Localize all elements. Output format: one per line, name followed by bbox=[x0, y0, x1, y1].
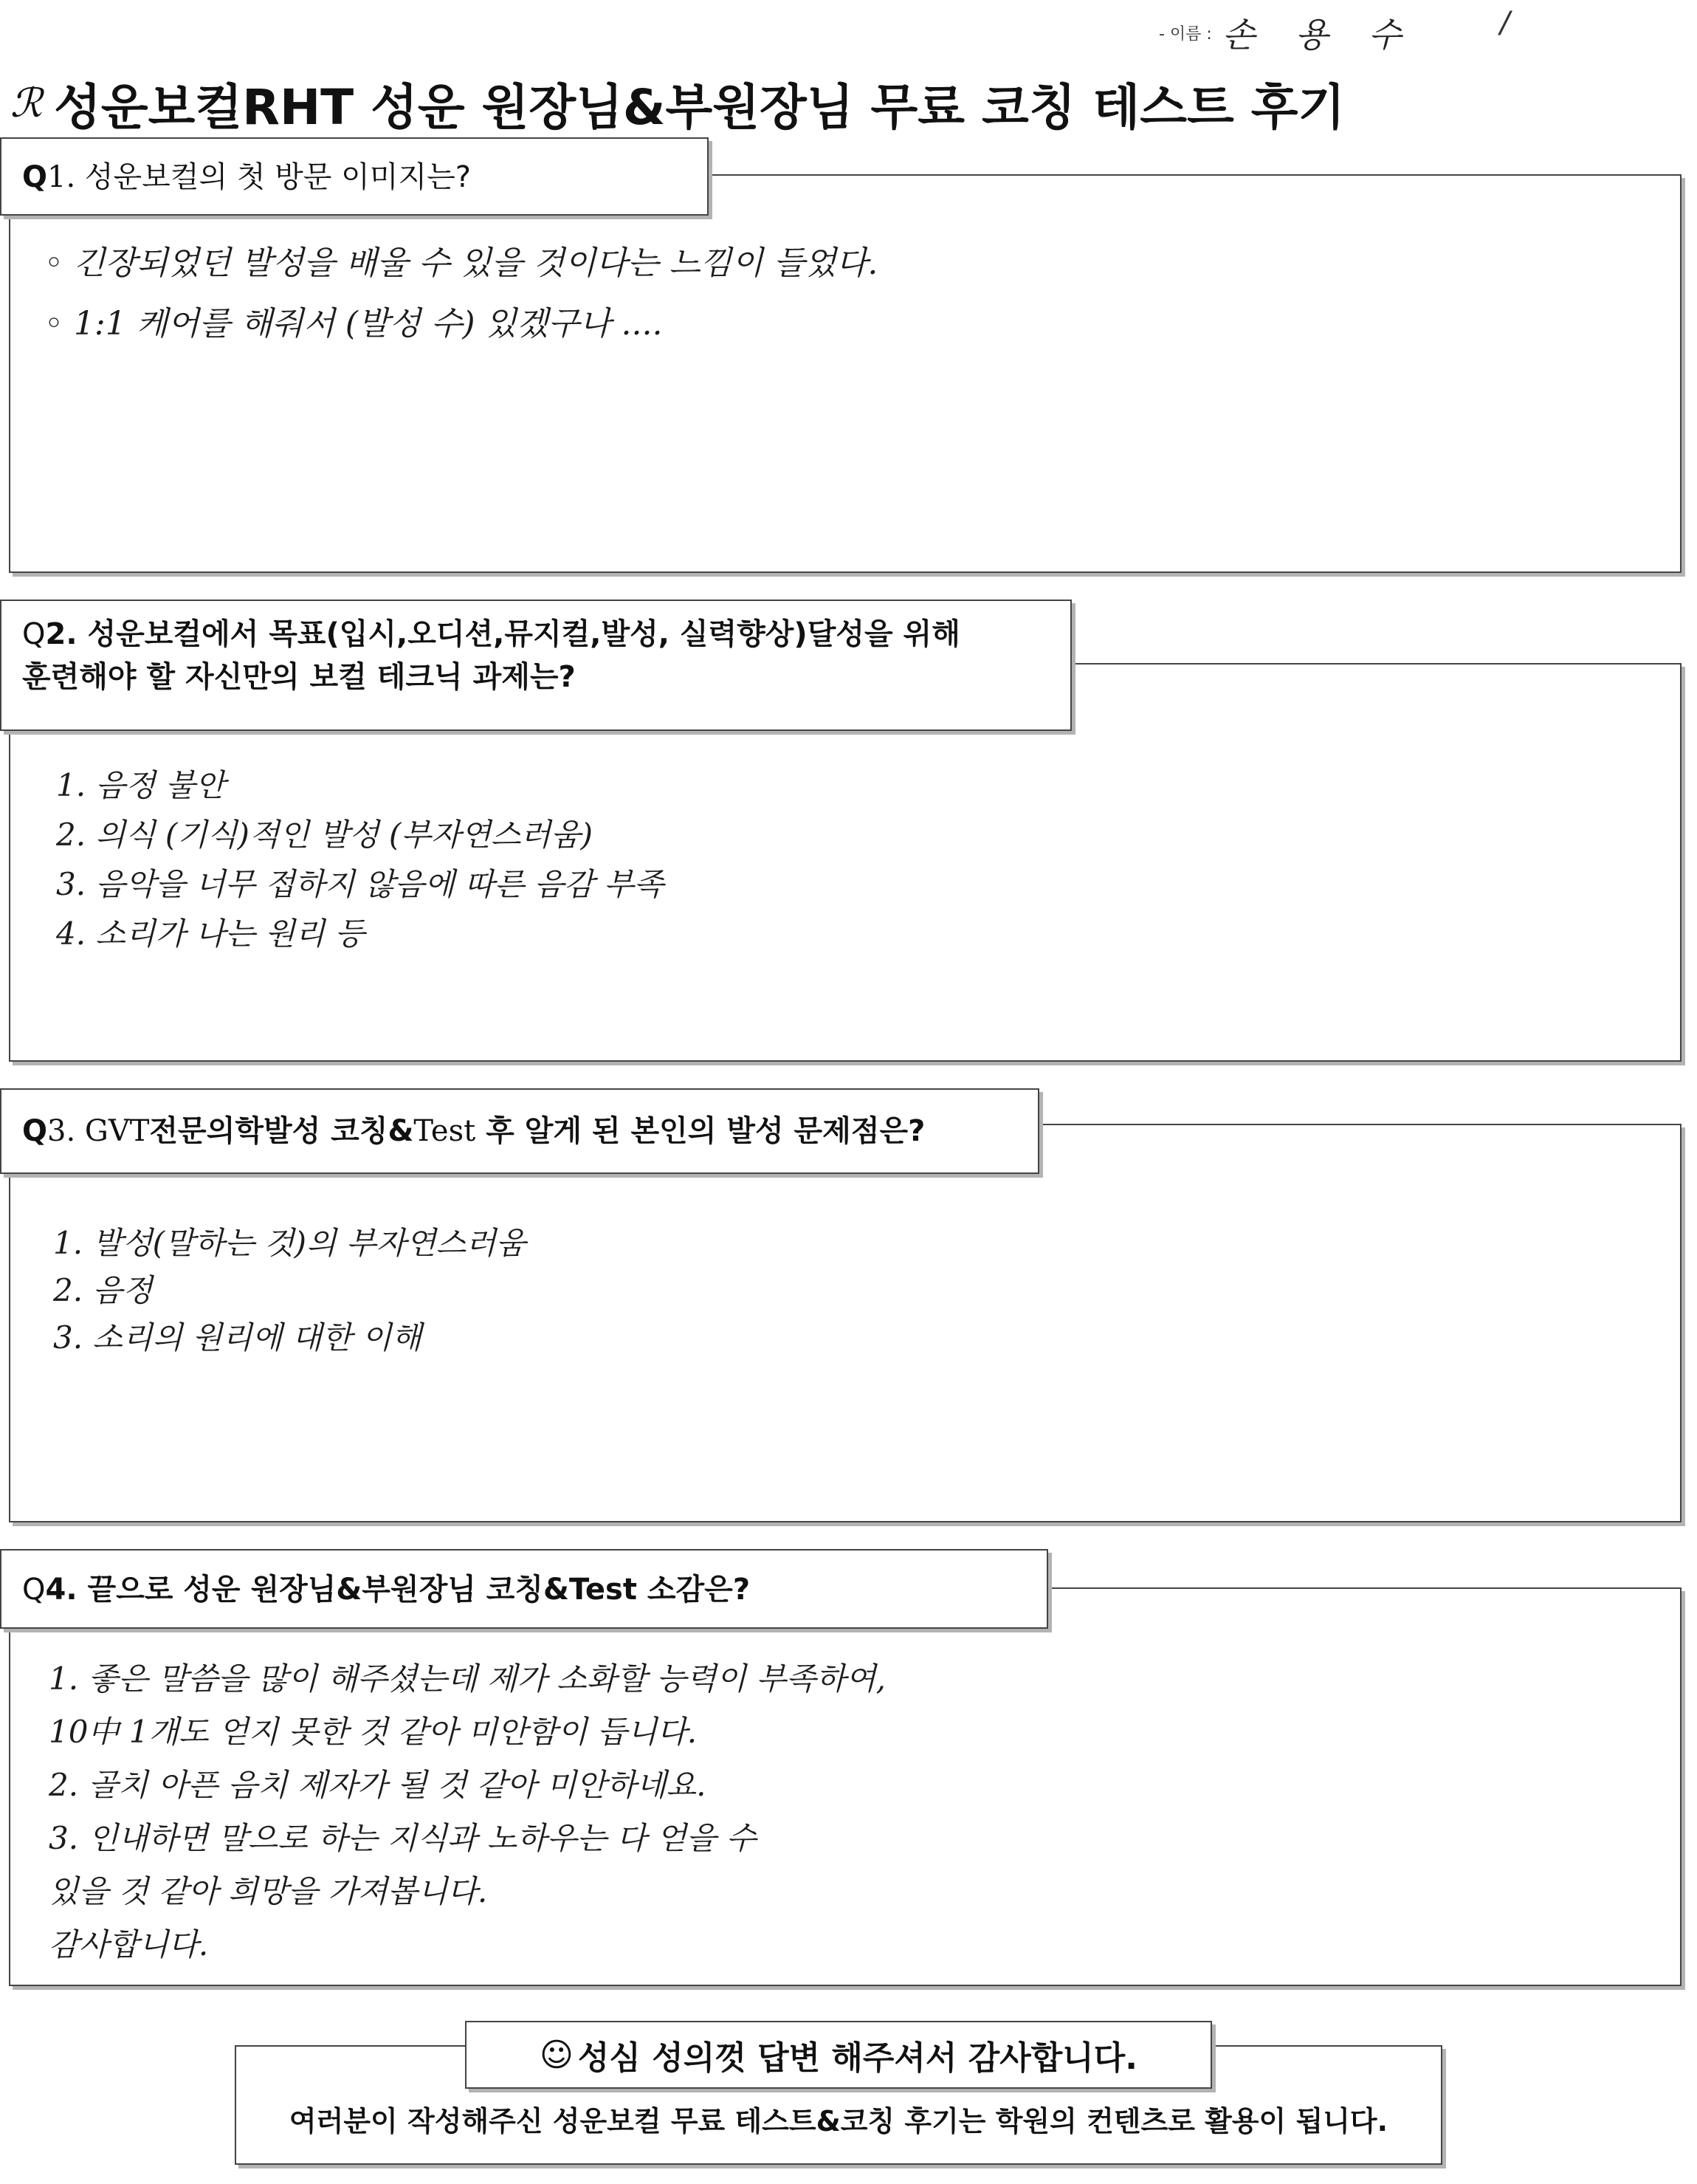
q4-answer-line: 감사합니다. bbox=[49, 1926, 209, 1962]
q3-answer bbox=[53, 1220, 526, 1361]
q3-answer-line: 3. 소리의 원리에 대한 이해 bbox=[53, 1319, 422, 1356]
q2-answer-line: 4. 소리가 나는 원리 등 bbox=[56, 916, 365, 952]
q4-answer-line: 있을 것 같아 희망을 가져봅니다. bbox=[49, 1873, 488, 1909]
q2-prefix: Q bbox=[22, 617, 46, 651]
r-logo-icon: ℛ bbox=[10, 80, 43, 126]
q3-gvt: GVT bbox=[75, 1114, 150, 1148]
q4-question-text: 끝으로 성운 원장님&부원장님 코칭&Test 소감은? bbox=[77, 1573, 751, 1607]
q3-number: 3. bbox=[47, 1114, 76, 1148]
q3-answer-line: 1. 발성(말하는 것)의 부자연스러움 bbox=[53, 1225, 526, 1261]
name-label: - 이름 : bbox=[1159, 24, 1212, 44]
q4-question-box bbox=[0, 1549, 1048, 1629]
q1-answer-line: ◦ 긴장되었던 발성을 배울 수 있을 것이다는 느낌이 들었다. bbox=[44, 244, 878, 282]
footer-note: 여러분이 작성해주신 성운보컬 무료 테스트&코칭 후기는 학원의 컨텐츠로 활용이 됩니다. bbox=[289, 2105, 1388, 2137]
q3-question-text2: 후 알게 된 본인의 발성 문제점은? bbox=[475, 1114, 926, 1148]
thanks-box bbox=[465, 2021, 1212, 2089]
q2-answer bbox=[56, 760, 664, 958]
q2-question-text1: 성운보컬에서 목표(입시,오디션,뮤지컬,발성, 실력향상)달성을 위해 bbox=[77, 617, 960, 651]
q2-question-text2: 훈련해야 할 자신만의 보컬 테크닉 과제는? bbox=[22, 660, 576, 694]
q3-question-text1: 전문의학발성 코칭& bbox=[149, 1114, 414, 1148]
page-title-text: 성운보컬RHT 성운 원장님&부원장님 무료 코칭 테스트 후기 bbox=[54, 79, 1346, 136]
q3-question-box bbox=[0, 1088, 1039, 1174]
q2-question-line1 bbox=[22, 613, 1050, 656]
q1-question-box bbox=[0, 137, 709, 216]
q2-question-line2 bbox=[22, 656, 1050, 698]
q3-test: Test bbox=[413, 1114, 476, 1148]
q4-answer-line: 2. 골치 아픈 음치 제자가 될 것 같아 미안하네요. bbox=[49, 1767, 706, 1803]
q2-answer-line: 2. 의식 (기식)적인 발성 (부자연스러움) bbox=[56, 817, 593, 853]
q4-answer-line: 10中 1개도 얻지 못한 것 같아 미안함이 듭니다. bbox=[49, 1714, 698, 1750]
q1-answer-line: ◦ 1:1 케어를 해줘서 (발성 수) 있겠구나 .... bbox=[44, 305, 663, 343]
q2-answer-line: 3. 음악을 너무 접하지 않음에 따른 음감 부족 bbox=[56, 866, 664, 902]
q4-prefix: Q bbox=[22, 1573, 46, 1607]
q3-prefix: Q bbox=[22, 1114, 48, 1148]
thanks-text: 성심 성의껏 답변 해주셔서 감사합니다. bbox=[577, 2039, 1137, 2077]
q4-number: 4. bbox=[45, 1573, 78, 1607]
q1-answer bbox=[44, 233, 878, 354]
smiley-icon: ☺ bbox=[540, 2036, 574, 2074]
q1-question-text: 성운보컬의 첫 방문 이미지는? bbox=[75, 160, 471, 194]
q2-answer-line: 1. 음정 불안 bbox=[56, 767, 226, 803]
q4-answer-line: 1. 좋은 말씀을 많이 해주셨는데 제가 소화할 능력이 부족하여, bbox=[49, 1661, 886, 1697]
slash-mark: / bbox=[1500, 6, 1510, 40]
q4-answer-line: 3. 인내하면 말으로 하는 지식과 노하우는 다 얻을 수 bbox=[49, 1820, 757, 1856]
name-row bbox=[1159, 10, 1416, 55]
q2-question-box bbox=[0, 600, 1072, 731]
q2-number: 2. bbox=[45, 617, 78, 651]
name-value: 손 용 수 bbox=[1222, 15, 1417, 55]
q4-answer bbox=[49, 1652, 886, 1971]
q1-prefix: Q bbox=[22, 160, 48, 194]
page-title bbox=[10, 68, 1345, 138]
q1-number: 1. bbox=[47, 160, 76, 194]
q3-answer-line: 2. 음정 bbox=[53, 1272, 153, 1308]
